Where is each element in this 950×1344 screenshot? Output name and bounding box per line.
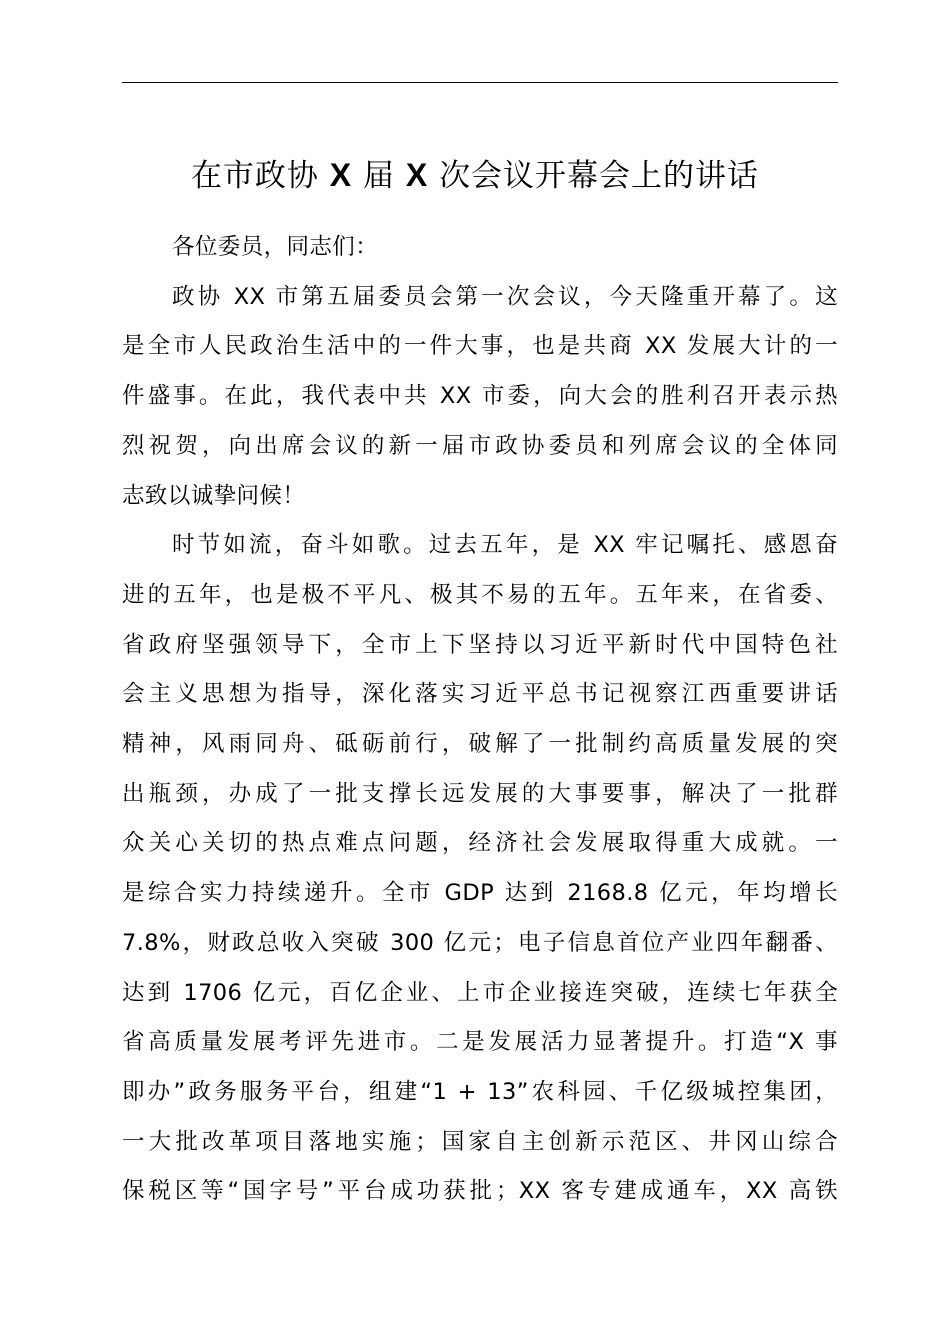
paragraph-line: 是全市人民政治生活中的一件大事，也是共商 XX 发展大计的一 xyxy=(122,333,838,360)
paragraph-line: 省高质量发展考评先进市。二是发展活力显著提升。打造“X 事 xyxy=(122,1029,838,1056)
paragraph-line: 达到 1706 亿元，百亿企业、上市企业接连突破，连续七年获全 xyxy=(122,979,838,1006)
title-part-5: 次会议开幕会上的讲话 xyxy=(439,158,760,194)
paragraph-line: 一大批改革项目落地实施；国家自主创新示范区、井冈山综合 xyxy=(122,1128,838,1155)
title-part-3: 届 xyxy=(363,158,395,194)
paragraph-line: 件盛事。在此，我代表中共 XX 市委，向大会的胜利召开表示热 xyxy=(122,383,838,410)
paragraph-line: 7.8%，财政总收入突破 300 亿元；电子信息首位产业四年翻番、 xyxy=(122,929,838,956)
paragraph-line: 时节如流，奋斗如歌。过去五年，是 XX 牢记嘱托、感恩奋 xyxy=(172,532,838,559)
paragraph-1 xyxy=(122,273,838,522)
paragraph-line: 出瓶颈，办成了一批支撑长远发展的大事要事，解决了一批群 xyxy=(122,780,838,807)
salutation: 各位委员，同志们： xyxy=(172,234,379,260)
paragraph-line: 烈祝贺，向出席会议的新一届市政协委员和列席会议的全体同 xyxy=(122,432,838,459)
paragraph-line: 众关心关切的热点难点问题，经济社会发展取得重大成就。一 xyxy=(122,830,838,857)
paragraph-line: 会主义思想为指导，深化落实习近平总书记视察江西重要讲话 xyxy=(122,681,838,708)
title-part-2: X xyxy=(329,157,353,193)
paragraph-line: 是综合实力持续递升。全市 GDP 达到 2168.8 亿元，年均增长 xyxy=(122,880,838,907)
document-body xyxy=(122,223,838,1217)
paragraph-line: 即办”政务服务平台，组建“1 + 13”农科园、千亿级城控集团， xyxy=(122,1078,838,1105)
paragraph-line: 精神，风雨同舟、砥砺前行，破解了一批制约高质量发展的突 xyxy=(122,731,838,758)
title-part-1: 在市政协 xyxy=(190,158,319,194)
paragraph-line: 志致以诚挚问候！ xyxy=(122,482,306,509)
paragraph-line: 保税区等“国字号”平台成功获批；XX 客专建成通车，XX 高铁 xyxy=(122,1178,838,1205)
page-title xyxy=(0,150,950,201)
title-part-4: X xyxy=(405,157,429,193)
header-rule xyxy=(122,82,838,83)
paragraph-line: 政协 XX 市第五届委员会第一次会议，今天隆重开幕了。这 xyxy=(172,283,838,310)
paragraph-line: 省政府坚强领导下，全市上下坚持以习近平新时代中国特色社 xyxy=(122,631,838,658)
paragraph-2 xyxy=(122,521,838,1217)
paragraph-line: 进的五年，也是极不平凡、极其不易的五年。五年来，在省委、 xyxy=(122,581,838,608)
